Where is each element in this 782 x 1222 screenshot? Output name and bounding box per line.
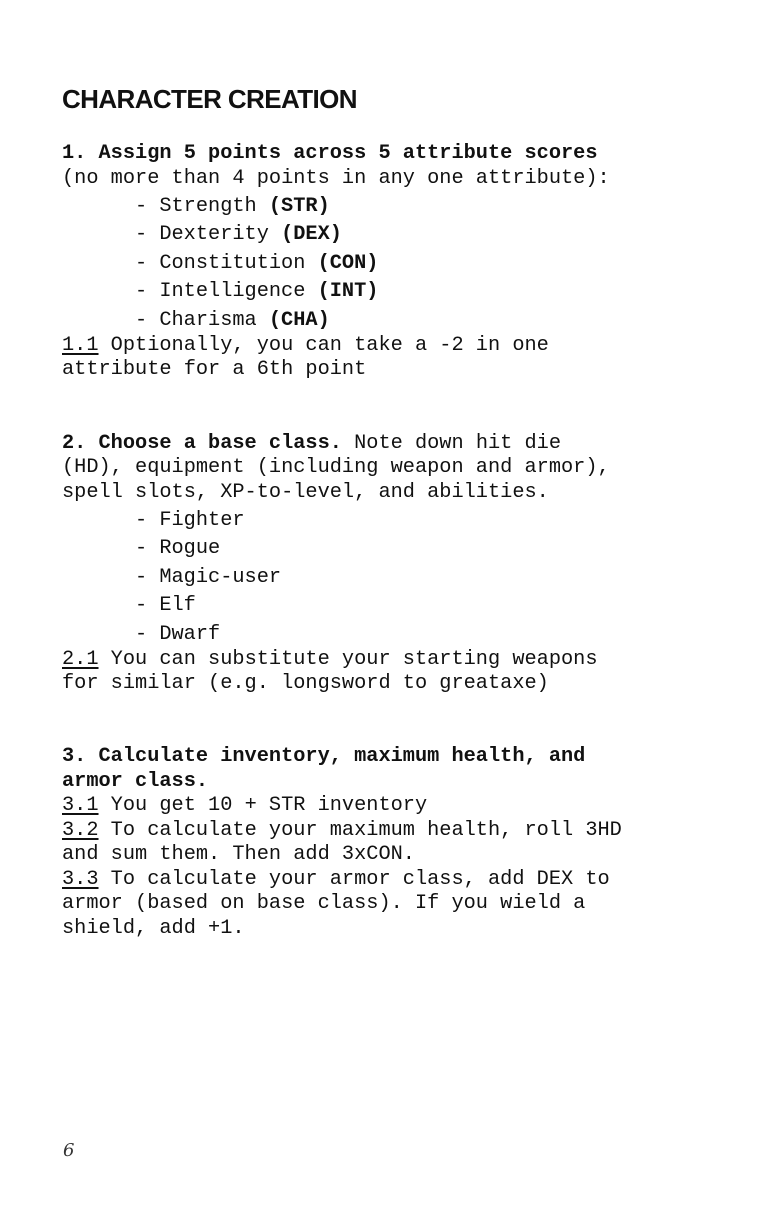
section-2-desc-line-3: spell slots, XP-to-level, and abilities. xyxy=(62,481,549,504)
attribute-name: - Charisma xyxy=(135,309,257,332)
class-elf: - Elf xyxy=(135,594,196,617)
note-3-3-continued: armor (based on base class). If you wield a xyxy=(62,892,586,915)
attribute-name: - Strength xyxy=(135,195,257,218)
section-3-heading-continued: armor class. xyxy=(62,770,209,793)
section-2-heading-line xyxy=(62,432,742,457)
section-3-heading: 3. Calculate inventory, maximum health, and xyxy=(62,745,586,768)
note-text: You can substitute your starting weapons xyxy=(98,648,598,671)
class-fighter: - Fighter xyxy=(135,509,245,532)
class-dwarf: - Dwarf xyxy=(135,623,221,646)
note-3-2-continued: and sum them. Then add 3xCON. xyxy=(62,843,415,866)
section-1-subtext: (no more than 4 points in any one attribute): xyxy=(62,167,610,190)
attribute-strength xyxy=(135,195,330,220)
class-magic-user: - Magic-user xyxy=(135,566,282,589)
section-2-desc-line-2: (HD), equipment (including weapon and armor), xyxy=(62,456,610,479)
attribute-constitution xyxy=(135,252,378,277)
attribute-intelligence xyxy=(135,280,378,305)
attribute-name: - Intelligence xyxy=(135,280,306,303)
note-ref: 3.1 xyxy=(62,794,99,817)
note-ref: 3.2 xyxy=(62,819,99,842)
attribute-name: - Dexterity xyxy=(135,223,269,246)
note-text: To calculate your armor class, add DEX to xyxy=(98,868,610,891)
attribute-name: - Constitution xyxy=(135,252,306,275)
note-text: Optionally, you can take a -2 in one xyxy=(98,334,549,357)
note-3-1 xyxy=(62,794,742,819)
page-number: 6 xyxy=(63,1140,75,1161)
attribute-abbr: (CON) xyxy=(317,252,379,275)
note-3-2 xyxy=(62,819,742,844)
note-3-3-continued-2: shield, add +1. xyxy=(62,917,245,940)
attribute-dexterity xyxy=(135,223,342,248)
attribute-abbr: (DEX) xyxy=(281,223,342,246)
note-ref: 3.3 xyxy=(62,868,99,891)
section-2-heading: 2. Choose a base class. xyxy=(62,432,342,455)
class-rogue: - Rogue xyxy=(135,537,221,560)
note-text: To calculate your maximum health, roll 3HD xyxy=(98,819,622,842)
attribute-abbr: (INT) xyxy=(317,280,379,303)
note-ref: 2.1 xyxy=(62,648,99,671)
note-ref: 1.1 xyxy=(62,334,99,357)
note-1-1-continued: attribute for a 6th point xyxy=(62,358,367,381)
attribute-abbr: (STR) xyxy=(268,195,330,218)
page-title: CHARACTER CREATION xyxy=(62,84,357,114)
note-2-1-continued: for similar (e.g. longsword to greataxe) xyxy=(62,672,549,695)
attribute-charisma xyxy=(135,309,330,334)
note-3-3 xyxy=(62,868,742,893)
note-2-1 xyxy=(62,648,742,673)
attribute-abbr: (CHA) xyxy=(268,309,330,332)
note-1-1 xyxy=(62,334,742,359)
section-1-heading: 1. Assign 5 points across 5 attribute scores xyxy=(62,142,598,165)
note-text: You get 10 + STR inventory xyxy=(98,794,428,817)
section-2-desc: Note down hit die xyxy=(341,432,562,455)
